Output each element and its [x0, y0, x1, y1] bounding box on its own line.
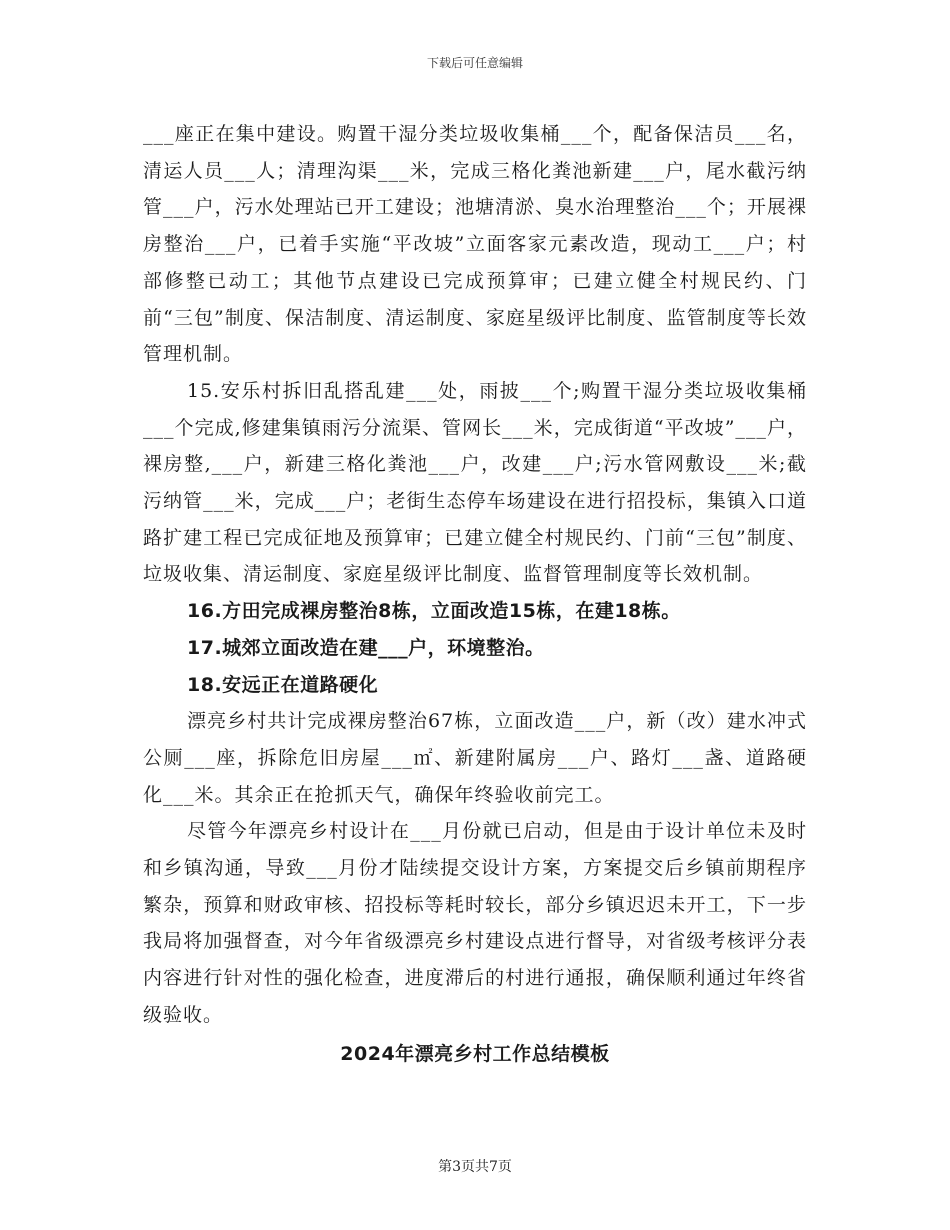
paragraph-issues: 尽管今年漂亮乡村设计在___月份就已启动，但是由于设计单位未及时和乡镇沟通，导致___月份才陆续提交设计方案，方案提交后乡镇前期程序繁杂，预算和财政审核、招投标等耗时较长，部分乡镇迟迟未开工，下一步我局将加强督查，对今年省级漂亮乡村建设点进行督导，对省级考核评分表内容进行针对性的强化检查，进度滞后的村进行通报，确保顺利通过年终省级验收。 [143, 820, 807, 1026]
paragraph-summary: 漂亮乡村共计完成裸房整治67栋，立面改造___户，新（改）建水冲式公厕___座，拆除危旧房屋___㎡、新建附属房___户、路灯___盏、道路硬化___米。其余正在抢抓天气，确保年终验收前完工。 [143, 710, 807, 806]
document-body [143, 116, 807, 1074]
paragraph-item-18: 18.安远正在道路硬化 [187, 673, 379, 696]
paragraph-continuation: ___座正在集中建设。购置干湿分类垃圾收集桶___个，配备保洁员___名，清运人员___人；清理沟渠___米，完成三格化粪池新建___户，尾水截污纳管___户，污水处理站已开工建设；池塘清淤、臭水治理整治___个；开展裸房整治___户，已着手实施“平改坡”立面客家元素改造，现动工___户；村部修整已动工；其他节点建设已完成预算审；已建立健全村规民约、门前“三包”制度、保洁制度、清运制度、家庭星级评比制度、监管制度等长效管理机制。 [143, 123, 807, 366]
paragraph-item-17: 17.城郊立面改造在建___户，环境整治。 [187, 636, 545, 659]
page-header: 下载后可任意编辑 [426, 56, 523, 70]
section-title: 2024年漂亮乡村工作总结模板 [340, 1042, 610, 1065]
paragraph-item-15: 15.安乐村拆旧乱搭乱建___处，雨披___个;购置干湿分类垃圾收集桶___个完成,修建集镇雨污分流渠、管网长___米，完成街道“平改坡”___户，裸房整,___户，新建三格化粪池___户，改建___户;污水管网敷设___米;截污纳管___米，完成___户；老街生态停车场建设在进行招投标，集镇入口道路扩建工程已完成征地及预算审；已建立健全村规民约、门前“三包”制度、垃圾收集、清运制度、家庭星级评比制度、监督管理制度等长效机制。 [143, 379, 807, 586]
page-footer: 第3页共7页 [438, 1159, 512, 1175]
paragraph-item-16: 16.方田完成裸房整治8栋，立面改造15栋，在建18栋。 [187, 600, 681, 623]
